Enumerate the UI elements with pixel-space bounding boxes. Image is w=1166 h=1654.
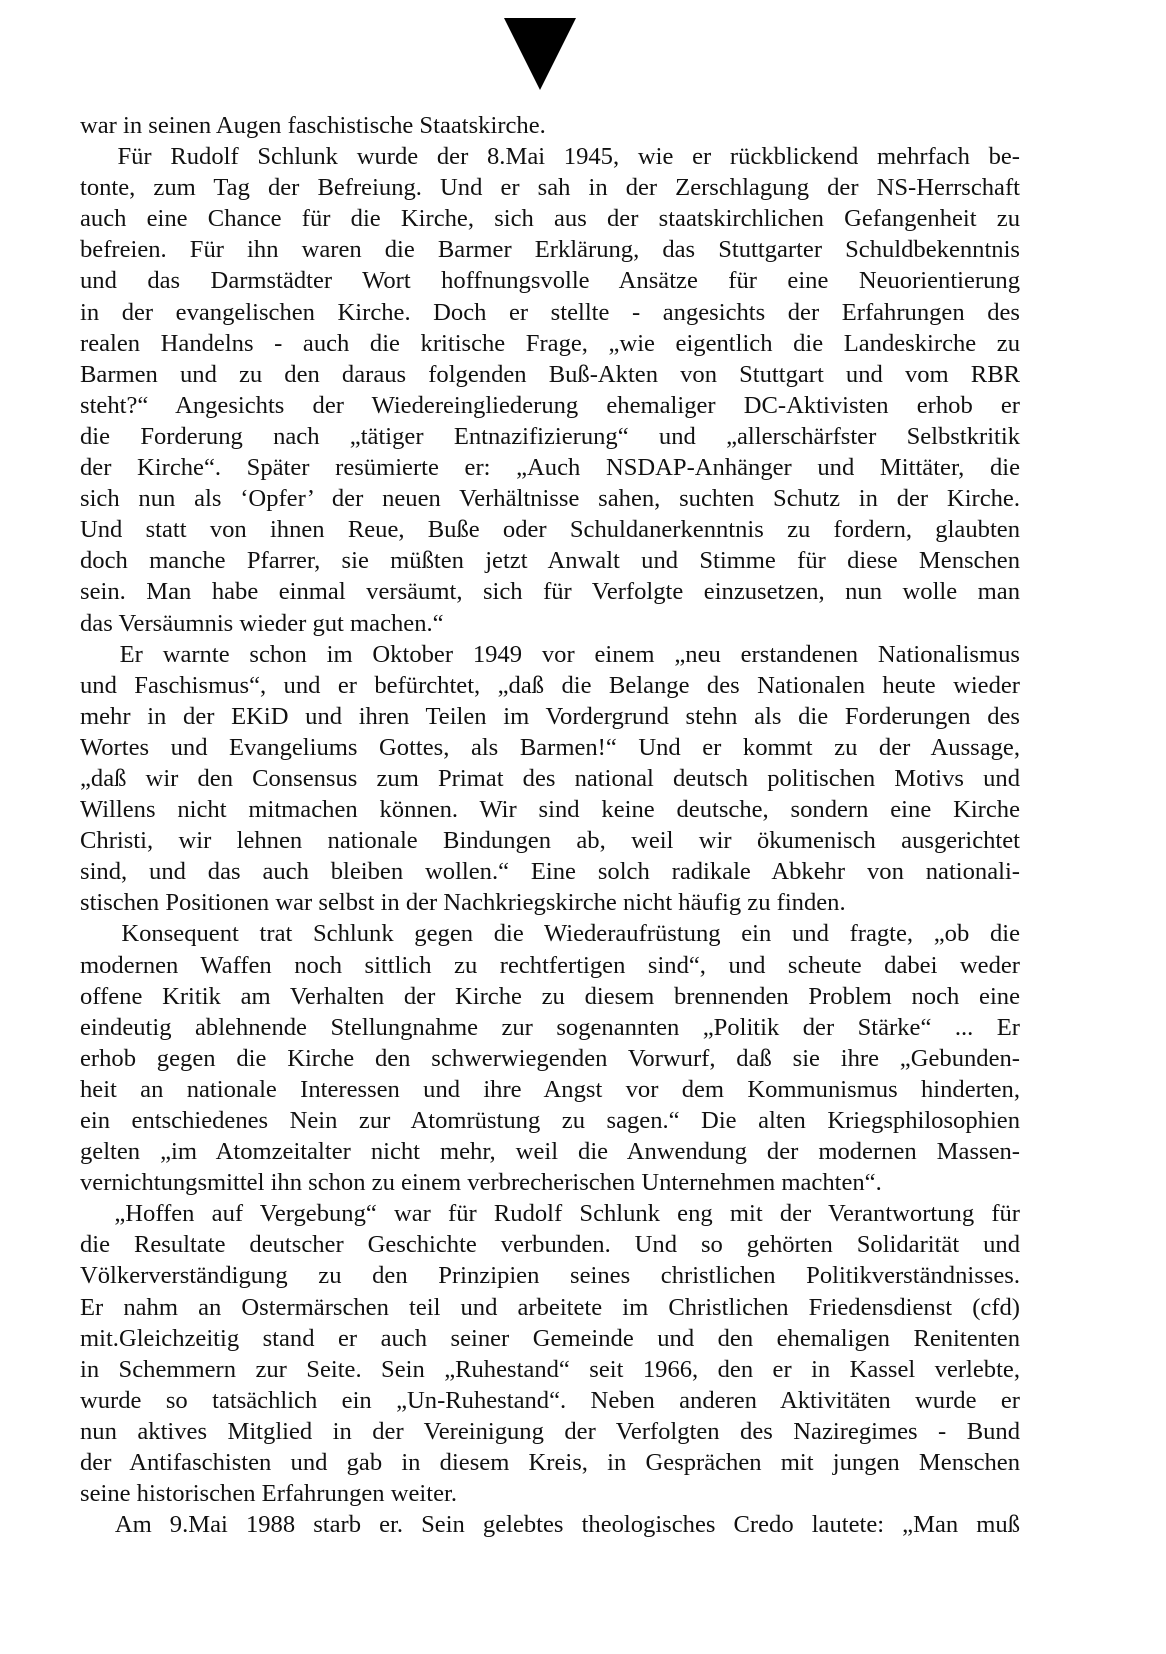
text-line: nun aktives Mitglied in der Vereinigung der Verfolgten des Naziregimes - Bund — [80, 1417, 1020, 1445]
triangle-marker-icon — [504, 18, 576, 90]
text-line: auch eine Chance für die Kirche, sich aus der staatskirchlichen Gefangenheit zu — [80, 205, 1020, 233]
text-line: doch manche Pfarrer, sie müßten jetzt Anwalt und Stimme für diese Menschen — [80, 547, 1020, 575]
text-line: mit.Gleichzeitig stand er auch seiner Gemeinde und den ehemaligen Renitenten — [80, 1324, 1020, 1352]
text-line: Und statt von ihnen Reue, Buße oder Schuldanerkenntnis zu fordern, glaubten — [80, 516, 1020, 544]
text-line: sich nun als ‘Opfer’ der neuen Verhältnisse sahen, suchten Schutz in der Kirche. — [80, 485, 1020, 513]
text-line: sind, und das auch bleiben wollen.“ Eine solch radikale Abkehr von nationali- — [80, 858, 1020, 886]
text-line: mehr in der EKiD und ihren Teilen im Vordergrund stehn als die Forderungen des — [80, 702, 1020, 730]
text-line: in Schemmern zur Seite. Sein „Ruhestand“ seit 1966, den er in Kassel verlebte, — [80, 1355, 1020, 1383]
text-line: Wortes und Evangeliums Gottes, als Barmen!“ Und er kommt zu der Aussage, — [80, 733, 1020, 761]
text-line: realen Handelns - auch die kritische Frage, „wie eigentlich die Landeskirche zu — [80, 329, 1020, 357]
text-line: in der evangelischen Kirche. Doch er stellte - angesichts der Erfahrungen des — [80, 298, 1020, 326]
text-line: Konsequent trat Schlunk gegen die Wiederaufrüstung ein und fragte, „ob die — [80, 920, 1020, 948]
text-line: Am 9.Mai 1988 starb er. Sein gelebtes theologisches Credo lautete: „Man muß — [80, 1511, 1020, 1539]
text-line: seine historischen Erfahrungen weiter. — [80, 1480, 457, 1508]
text-line: Willens nicht mitmachen können. Wir sind keine deutsche, sondern eine Kirche — [80, 796, 1020, 824]
text-line: Christi, wir lehnen nationale Bindungen ab, weil wir ökumenisch ausgerichtet — [80, 827, 1020, 855]
text-line: gelten „im Atomzeitalter nicht mehr, weil die Anwendung der modernen Massen- — [80, 1138, 1020, 1166]
paragraph — [80, 639, 1020, 919]
text-line: Er nahm an Ostermärschen teil und arbeitete im Christlichen Friedensdienst (cfd) — [80, 1293, 1020, 1321]
text-line: die Resultate deutscher Geschichte verbunden. Und so gehörten Solidarität und — [80, 1231, 1020, 1259]
text-line: ein entschiedenes Nein zur Atomrüstung zu sagen.“ Die alten Kriegsphilosophien — [80, 1107, 1020, 1134]
paragraph — [80, 110, 1020, 141]
text-line: erhob gegen die Kirche den schwerwiegenden Vorwurf, daß sie ihre „Gebunden- — [80, 1044, 1020, 1072]
text-line: stischen Positionen war selbst in der Nachkriegskirche nicht häufig zu finden. — [80, 889, 846, 917]
text-line: „daß wir den Consensus zum Primat des national deutsch politischen Motivs und — [80, 764, 1020, 792]
text-line: und Faschismus“, und er befürchtet, „daß die Belange des Nationalen heute wieder — [80, 671, 1020, 699]
text-line: Für Rudolf Schlunk wurde der 8.Mai 1945, wie er rückblickend mehrfach be- — [80, 143, 1020, 171]
paragraph — [80, 1198, 1020, 1509]
text-line: wurde so tatsächlich ein „Un-Ruhestand“. Neben anderen Aktivitäten wurde er — [80, 1386, 1020, 1414]
text-line: modernen Waffen noch sittlich zu rechtfertigen sind“, und scheute dabei weder — [80, 951, 1020, 979]
paragraph — [80, 141, 1020, 639]
text-line: sein. Man habe einmal versäumt, sich für Verfolgte einzusetzen, nun wolle man — [80, 578, 1020, 606]
text-line: Völkerverständigung zu den Prinzipien seines christlichen Politikverständnisses. — [80, 1262, 1020, 1290]
text-line: offene Kritik am Verhalten der Kirche zu diesem brennenden Problem noch eine — [80, 982, 1020, 1010]
text-line: und das Darmstädter Wort hoffnungsvolle Ansätze für eine Neuorientierung — [80, 267, 1020, 295]
paragraph — [80, 1509, 1020, 1540]
text-line: Er warnte schon im Oktober 1949 vor einem „neu erstandenen Nationalismus — [80, 640, 1020, 668]
text-line: Barmen und zu den daraus folgenden Buß-Akten von Stuttgart und vom RBR — [80, 360, 1020, 388]
text-line: „Hoffen auf Vergebung“ war für Rudolf Schlunk eng mit der Verantwortung für — [80, 1200, 1020, 1228]
text-line: der Antifaschisten und gab in diesem Kreis, in Gesprächen mit jungen Menschen — [80, 1449, 1020, 1477]
text-line: war in seinen Augen faschistische Staatskirche. — [80, 112, 546, 139]
paragraph — [80, 918, 1020, 1198]
text-line: eindeutig ablehnende Stellungnahme zur sogenannten „Politik der Stärke“ ... Er — [80, 1013, 1020, 1041]
text-line: tonte, zum Tag der Befreiung. Und er sah in der Zerschlagung der NS-Herrschaft — [80, 174, 1020, 202]
text-line: vernichtungsmittel ihn schon zu einem verbrecherischen Unternehmen machten“. — [80, 1169, 882, 1197]
text-line: die Forderung nach „tätiger Entnazifizierung“ und „allerschärfster Selbstkritik — [80, 422, 1020, 450]
text-line: das Versäumnis wieder gut machen.“ — [80, 609, 444, 637]
body-text — [80, 110, 1020, 1540]
text-line: steht?“ Angesichts der Wiedereingliederung ehemaliger DC-Aktivisten erhob er — [80, 391, 1020, 419]
text-line: heit an nationale Interessen und ihre Angst vor dem Kommunismus hinderten, — [80, 1075, 1020, 1103]
text-line: befreien. Für ihn waren die Barmer Erklärung, das Stuttgarter Schuldbekenntnis — [80, 236, 1020, 264]
text-line: der Kirche“. Später resümierte er: „Auch NSDAP-Anhänger und Mittäter, die — [80, 454, 1020, 482]
